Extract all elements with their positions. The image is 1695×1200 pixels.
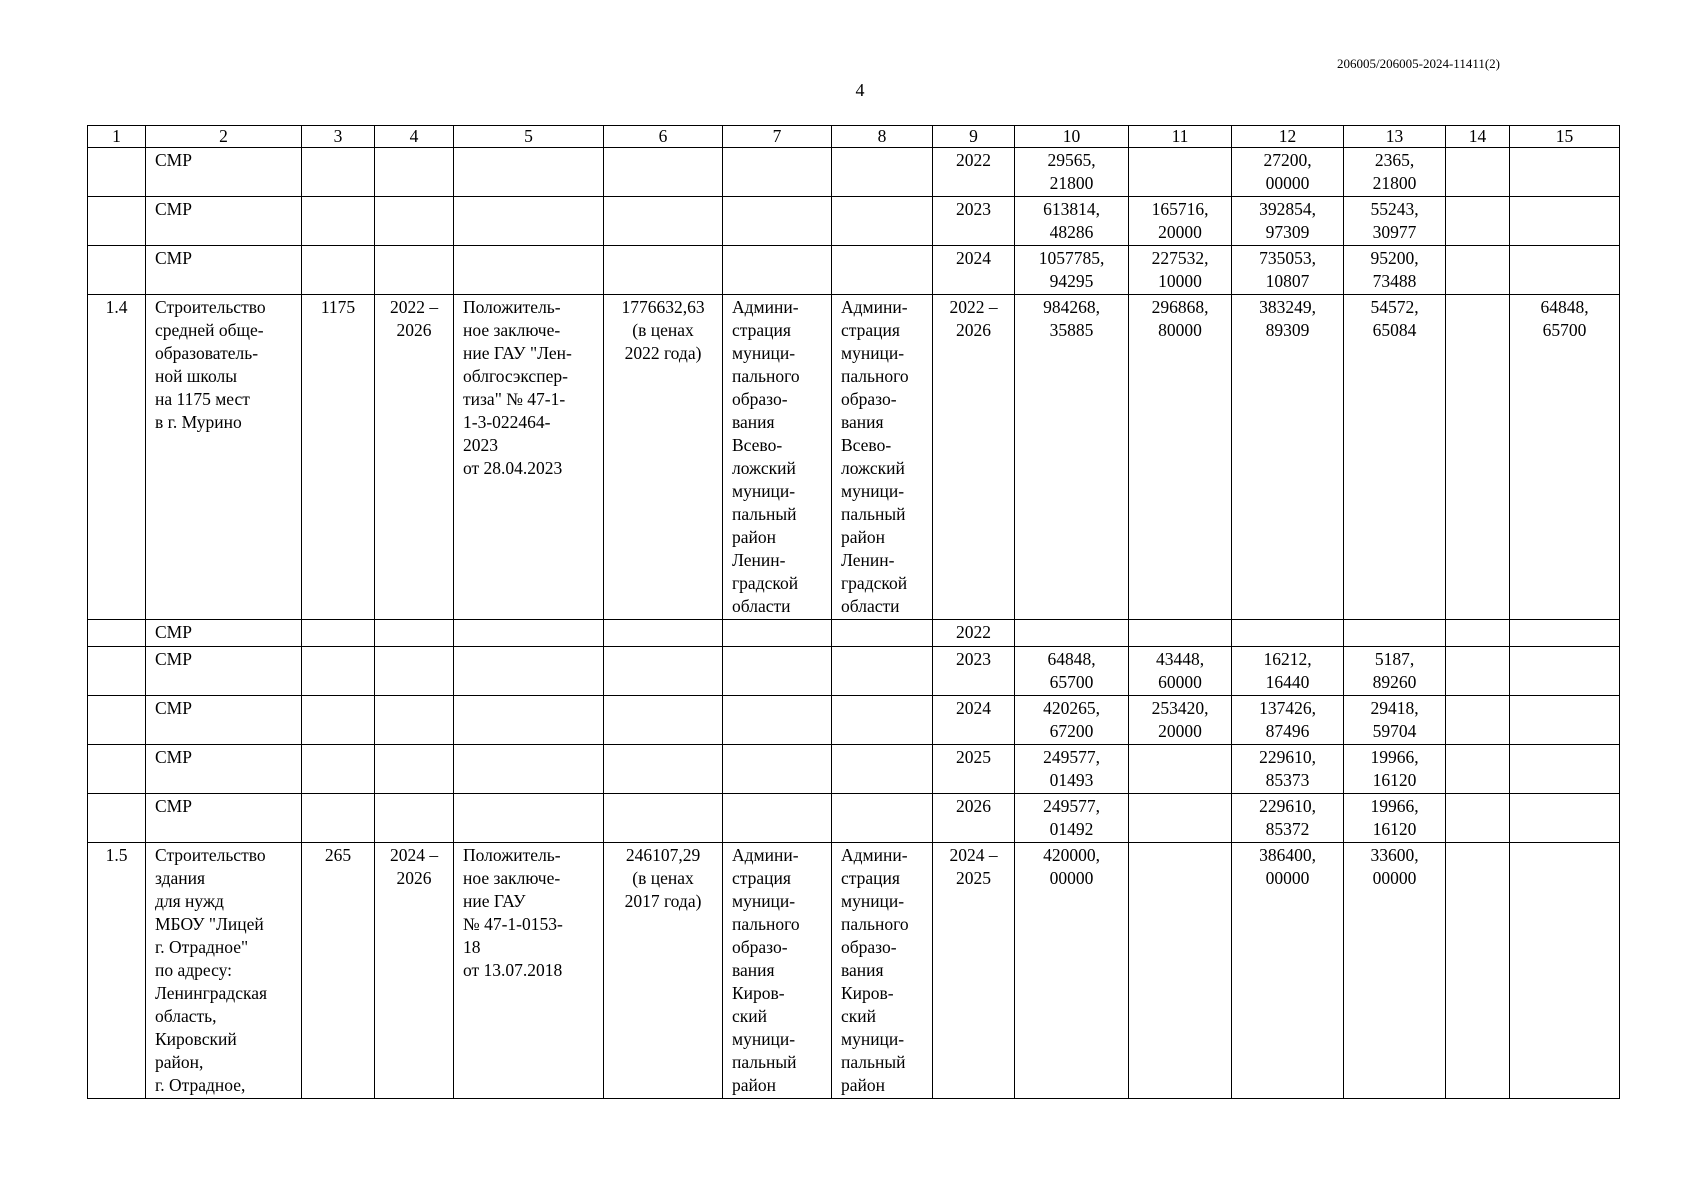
regional-budget-cell: 383249, 89309	[1232, 295, 1344, 620]
total-amount-cell: 420265, 67200	[1015, 696, 1129, 745]
regional-budget-cell: 27200, 00000	[1232, 148, 1344, 197]
expert-conclusion-cell	[454, 620, 604, 647]
year-cell: 2025	[933, 745, 1015, 794]
federal-budget-cell	[1129, 148, 1232, 197]
year-cell: 2022	[933, 620, 1015, 647]
local-budget-cell: 29418, 59704	[1344, 696, 1446, 745]
federal-budget-cell	[1129, 843, 1232, 1099]
period-cell	[375, 148, 454, 197]
item-number-cell: 1.5	[88, 843, 146, 1099]
table-row	[88, 197, 1620, 246]
estimated-cost-cell: 1776632,63 (в ценах 2022 года)	[604, 295, 723, 620]
developer-cell	[832, 620, 933, 647]
developer-cell	[832, 794, 933, 843]
item-name-cell: СМР	[146, 148, 302, 197]
expert-conclusion-cell	[454, 246, 604, 295]
other-sources-cell	[1446, 794, 1510, 843]
other-sources-cell	[1446, 197, 1510, 246]
regional-budget-cell: 386400, 00000	[1232, 843, 1344, 1099]
item-number-cell	[88, 148, 146, 197]
table-row	[88, 148, 1620, 197]
federal-budget-cell: 227532, 10000	[1129, 246, 1232, 295]
column-number: 12	[1232, 126, 1344, 148]
other-sources-cell	[1446, 843, 1510, 1099]
customer-cell	[723, 197, 832, 246]
developer-cell	[832, 647, 933, 696]
item-number-cell	[88, 696, 146, 745]
period-cell	[375, 246, 454, 295]
capacity-cell	[302, 148, 375, 197]
total-amount-cell: 64848, 65700	[1015, 647, 1129, 696]
item-number-cell	[88, 246, 146, 295]
period-cell: 2024 – 2026	[375, 843, 454, 1099]
period-cell	[375, 794, 454, 843]
developer-cell: Админи- страция муници- пального образо- вания Всево- ложский муници- пальный район Ленин- градской области	[832, 295, 933, 620]
item-number-cell	[88, 197, 146, 246]
other-sources-cell	[1446, 246, 1510, 295]
regional-budget-cell: 735053, 10807	[1232, 246, 1344, 295]
year-cell: 2024	[933, 696, 1015, 745]
year-cell: 2022	[933, 148, 1015, 197]
column-number: 14	[1446, 126, 1510, 148]
column-number: 4	[375, 126, 454, 148]
year-cell: 2023	[933, 197, 1015, 246]
other-sources-cell	[1446, 696, 1510, 745]
federal-budget-cell	[1129, 745, 1232, 794]
developer-cell	[832, 745, 933, 794]
item-name-cell: СМР	[146, 620, 302, 647]
customer-cell: Админи- страция муници- пального образо- вания Киров- ский муници- пальный район	[723, 843, 832, 1099]
other-sources-cell	[1446, 148, 1510, 197]
local-budget-cell: 55243, 30977	[1344, 197, 1446, 246]
regional-budget-cell	[1232, 620, 1344, 647]
local-budget-cell: 19966, 16120	[1344, 794, 1446, 843]
column-number: 13	[1344, 126, 1446, 148]
regional-budget-cell: 16212, 16440	[1232, 647, 1344, 696]
local-budget-cell: 95200, 73488	[1344, 246, 1446, 295]
customer-cell	[723, 745, 832, 794]
year-cell: 2026	[933, 794, 1015, 843]
other-sources-cell	[1446, 745, 1510, 794]
item-name-cell: СМР	[146, 745, 302, 794]
column-number: 7	[723, 126, 832, 148]
federal-budget-cell: 253420, 20000	[1129, 696, 1232, 745]
expert-conclusion-cell	[454, 647, 604, 696]
regional-budget-cell: 137426, 87496	[1232, 696, 1344, 745]
expert-conclusion-cell	[454, 794, 604, 843]
customer-cell	[723, 696, 832, 745]
item-name-cell: СМР	[146, 647, 302, 696]
expert-conclusion-cell	[454, 148, 604, 197]
year-cell: 2024	[933, 246, 1015, 295]
capacity-cell	[302, 696, 375, 745]
document-id: 206005/206005-2024-11411(2)	[1337, 56, 1500, 71]
item-name-cell: СМР	[146, 696, 302, 745]
column-number: 10	[1015, 126, 1129, 148]
balance-cell	[1510, 843, 1620, 1099]
expert-conclusion-cell	[454, 197, 604, 246]
item-number-cell	[88, 620, 146, 647]
page-number: 4	[855, 80, 865, 100]
federal-budget-cell: 43448, 60000	[1129, 647, 1232, 696]
developer-cell	[832, 696, 933, 745]
estimated-cost-cell	[604, 647, 723, 696]
table-row	[88, 794, 1620, 843]
capacity-cell	[302, 745, 375, 794]
balance-cell: 64848, 65700	[1510, 295, 1620, 620]
period-cell	[375, 745, 454, 794]
customer-cell	[723, 647, 832, 696]
total-amount-cell: 420000, 00000	[1015, 843, 1129, 1099]
balance-cell	[1510, 794, 1620, 843]
column-number: 6	[604, 126, 723, 148]
item-number-cell	[88, 745, 146, 794]
customer-cell	[723, 246, 832, 295]
capacity-cell	[302, 246, 375, 295]
estimated-cost-cell	[604, 696, 723, 745]
balance-cell	[1510, 246, 1620, 295]
column-number: 2	[146, 126, 302, 148]
balance-cell	[1510, 696, 1620, 745]
column-number: 8	[832, 126, 933, 148]
column-number-row	[88, 126, 1620, 148]
item-name-cell: Строительство здания для нужд МБОУ "Лицей г. Отрадное" по адресу: Ленинградская область, Кировский район, г. Отрадное,	[146, 843, 302, 1099]
capacity-cell	[302, 794, 375, 843]
expert-conclusion-cell: Положитель- ное заключе- ние ГАУ № 47-1-0153- 18 от 13.07.2018	[454, 843, 604, 1099]
total-amount-cell: 613814, 48286	[1015, 197, 1129, 246]
estimated-cost-cell	[604, 745, 723, 794]
estimated-cost-cell	[604, 246, 723, 295]
table-row	[88, 843, 1620, 1099]
expert-conclusion-cell	[454, 696, 604, 745]
total-amount-cell: 29565, 21800	[1015, 148, 1129, 197]
year-cell: 2022 – 2026	[933, 295, 1015, 620]
local-budget-cell	[1344, 620, 1446, 647]
item-number-cell	[88, 794, 146, 843]
total-amount-cell: 249577, 01493	[1015, 745, 1129, 794]
local-budget-cell: 33600, 00000	[1344, 843, 1446, 1099]
table-row	[88, 246, 1620, 295]
capacity-cell: 1175	[302, 295, 375, 620]
customer-cell	[723, 620, 832, 647]
period-cell	[375, 696, 454, 745]
customer-cell: Админи- страция муници- пального образо- вания Всево- ложский муници- пальный район Ленин- градской области	[723, 295, 832, 620]
item-number-cell	[88, 647, 146, 696]
regional-budget-cell: 392854, 97309	[1232, 197, 1344, 246]
table-row	[88, 696, 1620, 745]
year-cell: 2024 – 2025	[933, 843, 1015, 1099]
developer-cell: Админи- страция муници- пального образо- вания Киров- ский муници- пальный район	[832, 843, 933, 1099]
expert-conclusion-cell	[454, 745, 604, 794]
estimated-cost-cell	[604, 794, 723, 843]
capacity-cell	[302, 647, 375, 696]
local-budget-cell: 2365, 21800	[1344, 148, 1446, 197]
year-cell: 2023	[933, 647, 1015, 696]
column-number: 1	[88, 126, 146, 148]
federal-budget-cell	[1129, 794, 1232, 843]
item-number-cell: 1.4	[88, 295, 146, 620]
period-cell	[375, 620, 454, 647]
period-cell: 2022 – 2026	[375, 295, 454, 620]
table-row	[88, 295, 1620, 620]
federal-budget-cell	[1129, 620, 1232, 647]
local-budget-cell: 19966, 16120	[1344, 745, 1446, 794]
data-table	[87, 125, 1620, 1099]
table-row	[88, 620, 1620, 647]
estimated-cost-cell	[604, 148, 723, 197]
expert-conclusion-cell: Положитель- ное заключе- ние ГАУ "Лен- облгосэкспер- тиза" № 47-1- 1-3-022464- 2023 от 28.04.2023	[454, 295, 604, 620]
regional-budget-cell: 229610, 85373	[1232, 745, 1344, 794]
other-sources-cell	[1446, 647, 1510, 696]
column-number: 3	[302, 126, 375, 148]
capacity-cell	[302, 620, 375, 647]
federal-budget-cell: 165716, 20000	[1129, 197, 1232, 246]
period-cell	[375, 197, 454, 246]
total-amount-cell: 1057785, 94295	[1015, 246, 1129, 295]
regional-budget-cell: 229610, 85372	[1232, 794, 1344, 843]
capacity-cell: 265	[302, 843, 375, 1099]
column-number: 11	[1129, 126, 1232, 148]
developer-cell	[832, 148, 933, 197]
balance-cell	[1510, 647, 1620, 696]
balance-cell	[1510, 620, 1620, 647]
period-cell	[375, 647, 454, 696]
balance-cell	[1510, 745, 1620, 794]
item-name-cell: СМР	[146, 794, 302, 843]
estimated-cost-cell	[604, 620, 723, 647]
total-amount-cell: 984268, 35885	[1015, 295, 1129, 620]
balance-cell	[1510, 148, 1620, 197]
estimated-cost-cell	[604, 197, 723, 246]
column-number: 15	[1510, 126, 1620, 148]
table-row	[88, 647, 1620, 696]
table-row	[88, 745, 1620, 794]
column-number: 5	[454, 126, 604, 148]
federal-budget-cell: 296868, 80000	[1129, 295, 1232, 620]
balance-cell	[1510, 197, 1620, 246]
item-name-cell: Строительство средней обще- образователь- ной школы на 1175 мест в г. Мурино	[146, 295, 302, 620]
customer-cell	[723, 148, 832, 197]
developer-cell	[832, 197, 933, 246]
developer-cell	[832, 246, 933, 295]
other-sources-cell	[1446, 620, 1510, 647]
local-budget-cell: 5187, 89260	[1344, 647, 1446, 696]
total-amount-cell	[1015, 620, 1129, 647]
customer-cell	[723, 794, 832, 843]
local-budget-cell: 54572, 65084	[1344, 295, 1446, 620]
item-name-cell: СМР	[146, 246, 302, 295]
other-sources-cell	[1446, 295, 1510, 620]
estimated-cost-cell: 246107,29 (в ценах 2017 года)	[604, 843, 723, 1099]
column-number: 9	[933, 126, 1015, 148]
capacity-cell	[302, 197, 375, 246]
total-amount-cell: 249577, 01492	[1015, 794, 1129, 843]
item-name-cell: СМР	[146, 197, 302, 246]
